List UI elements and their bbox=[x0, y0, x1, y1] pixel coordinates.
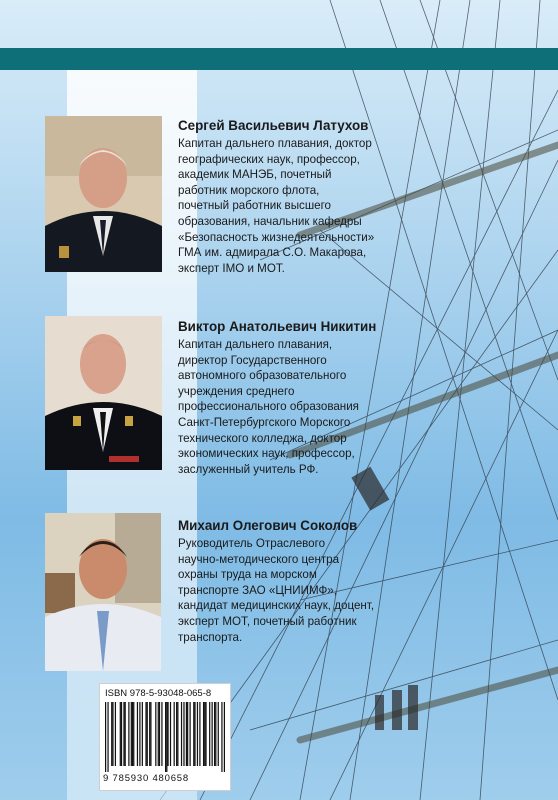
author-bio-block bbox=[178, 318, 418, 477]
author-name: Виктор Анатольевич Никитин bbox=[178, 319, 377, 334]
author-bio-block bbox=[178, 117, 418, 276]
barcode-bar bbox=[167, 702, 168, 766]
barcode-bar bbox=[221, 702, 222, 772]
barcode-bar bbox=[133, 702, 134, 766]
barcode-bar bbox=[197, 702, 198, 766]
author-name: Сергей Васильевич Латухов bbox=[178, 118, 369, 133]
barcode-bar bbox=[125, 702, 126, 766]
barcode-bar bbox=[176, 702, 177, 766]
barcode-bar bbox=[161, 702, 162, 766]
barcode-bar bbox=[224, 702, 225, 772]
barcode-bar bbox=[174, 702, 175, 766]
barcode-bar bbox=[147, 702, 148, 766]
barcode-bar bbox=[177, 702, 178, 766]
author-photo-sokolov bbox=[45, 513, 161, 671]
barcode-bar bbox=[107, 702, 108, 772]
barcode-bar bbox=[189, 702, 190, 766]
barcode-bar bbox=[209, 702, 210, 766]
barcode-bar bbox=[187, 702, 188, 766]
barcode-bar bbox=[149, 702, 150, 766]
barcode-bar bbox=[155, 702, 156, 766]
barcode-bar bbox=[205, 702, 206, 766]
isbn-barcode-box bbox=[99, 683, 231, 791]
barcode-bar bbox=[194, 702, 195, 766]
barcode-bar bbox=[204, 702, 205, 766]
author-bio-text: Руководитель Отраслевого научно-методического центра охраны труда на морском транспорте ЗАО «ЦНИИМФ», кандидат медицинских наук, доцент, эксперт МОТ, почетный работник транспорта. bbox=[178, 537, 375, 644]
barcode-bar bbox=[105, 702, 106, 772]
barcode-bar bbox=[115, 702, 116, 766]
barcode-digits: 9 785930 480658 bbox=[103, 773, 189, 784]
author-photo-nikitin bbox=[45, 316, 162, 470]
barcode-bar bbox=[112, 702, 113, 766]
author-name: Михаил Олегович Соколов bbox=[178, 518, 358, 533]
barcode-bar bbox=[158, 702, 159, 766]
barcode-bar bbox=[218, 702, 219, 766]
barcode-bar bbox=[111, 702, 112, 766]
barcode-bar bbox=[121, 702, 122, 766]
barcode-bar bbox=[170, 702, 171, 766]
barcode-bar bbox=[139, 702, 140, 766]
barcode-bar bbox=[142, 702, 143, 766]
barcode-bar bbox=[186, 702, 187, 766]
barcode-bar bbox=[159, 702, 160, 766]
barcode-bar bbox=[120, 702, 121, 766]
barcode-bar bbox=[128, 702, 129, 766]
author-bio-block bbox=[178, 517, 418, 645]
barcode-bar bbox=[123, 702, 124, 766]
barcode-bar bbox=[181, 702, 182, 766]
barcode-bar bbox=[183, 702, 184, 766]
barcode-bar bbox=[166, 702, 167, 772]
barcode-bar bbox=[145, 702, 146, 766]
barcode-bar bbox=[215, 702, 216, 766]
isbn-label: ISBN 978-5-93048-065-8 bbox=[105, 688, 212, 699]
author-bio-text: Капитан дальнего плавания, доктор географических наук, профессор, академик МАНЭБ, почетный работник морского флота, почетный работник высшего образования, начальник кафедры «Безопасность жизнедеятельности» ГМА им. адмирала С.О. Макарова, эксперт IMO и МОТ. bbox=[178, 137, 375, 275]
barcode-bar bbox=[131, 702, 132, 766]
barcode-bar bbox=[165, 702, 166, 772]
barcode-bar bbox=[214, 702, 215, 766]
barcode-bars bbox=[105, 702, 225, 772]
barcode-bar bbox=[132, 702, 133, 766]
barcode-bar bbox=[150, 702, 151, 766]
barcode-bar bbox=[199, 702, 200, 766]
top-color-band bbox=[0, 48, 558, 70]
barcode-bar bbox=[212, 702, 213, 766]
barcode-bar bbox=[137, 702, 138, 766]
author-bio-text: Капитан дальнего плавания, директор Государственного автономного образовательного учреждения среднего профессионального образования Санкт-Петербургского Морского технического колледжа, доктор экономических наук, профессор, заслуженный учитель РФ. bbox=[178, 338, 359, 476]
barcode-bar bbox=[203, 702, 204, 766]
author-photo-latukhov bbox=[45, 116, 162, 272]
barcode-bar bbox=[193, 702, 194, 766]
